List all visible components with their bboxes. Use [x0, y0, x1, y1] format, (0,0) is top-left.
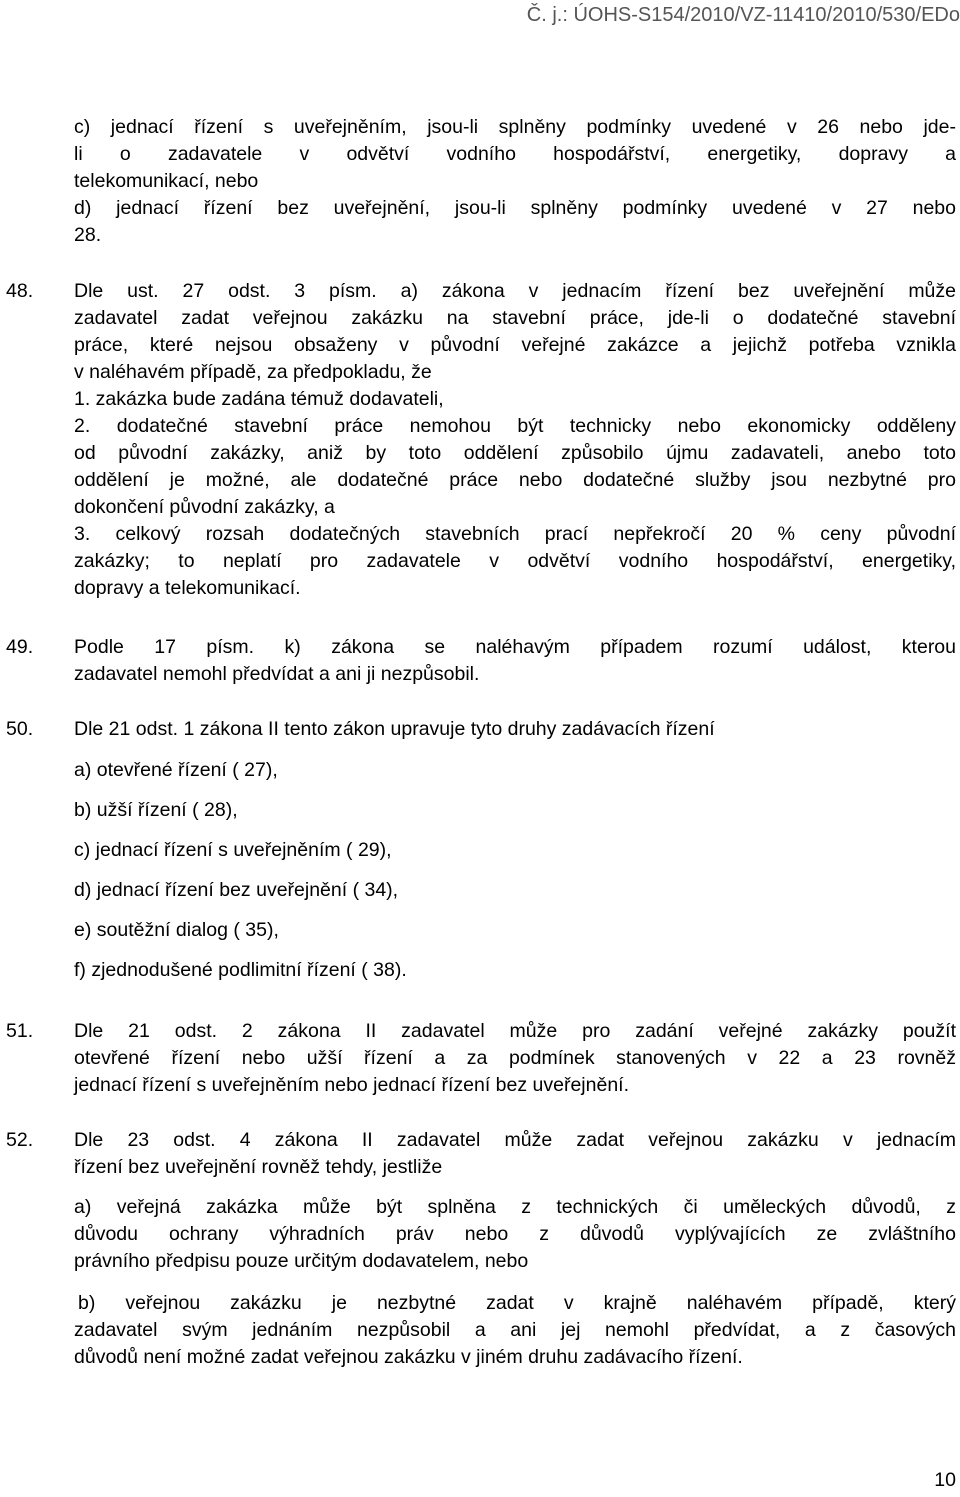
- paragraph-51: [74, 1018, 956, 1099]
- text-line: oddělení je možné, ale dodatečné práce nebo dodatečné služby jsou nezbytné pro: [74, 469, 956, 491]
- text-line: zadavatel nemohl předvídat a ani ji nezpůsobil.: [74, 663, 480, 685]
- text-line: Dle ust. 27 odst. 3 písm. a) zákona v jednacím řízení bez uveřejnění může: [74, 280, 956, 302]
- text-line: d) jednací řízení bez uveřejnění, jsou-li splněny podmínky uvedené v 27 nebo: [74, 197, 956, 219]
- text-line: jednací řízení s uveřejněním nebo jednací řízení bez uveřejnění.: [74, 1074, 629, 1096]
- text-line: a) veřejná zakázka může být splněna z technických či uměleckých důvodů, z: [74, 1196, 956, 1218]
- text-line: zadavatel svým jednáním nezpůsobil a ani jej nemohl předvídat, a z časových: [74, 1319, 956, 1341]
- paragraph-49: [74, 634, 956, 688]
- paragraph-number: 52.: [6, 1129, 34, 1151]
- list-item: f) zjednodušené podlimitní řízení ( 38).: [74, 959, 407, 981]
- text-line: řízení bez uveřejnění rovněž tehdy, jestliže: [74, 1156, 443, 1178]
- text-line: od původní zakázky, aniž by toto oddělení způsobilo újmu zadavateli, anebo toto: [74, 442, 956, 464]
- paragraph-52: [74, 1127, 956, 1181]
- page-number: 10: [934, 1469, 956, 1491]
- text-line: otevřené řízení nebo užší řízení a za podmínek stanovených v 22 a 23 rovněž: [74, 1047, 956, 1069]
- text-line: zakázky; to neplatí pro zadavatele v odvětví vodního hospodářství, energetiky,: [74, 550, 956, 572]
- text-line: Dle 23 odst. 4 zákona II zadavatel může zadat veřejnou zakázku v jednacím: [74, 1129, 956, 1151]
- list-item: a) otevřené řízení ( 27),: [74, 759, 278, 781]
- document-reference-header: Č. j.: ÚOHS-S154/2010/VZ-11410/2010/530/EDo: [526, 4, 960, 26]
- condition-a: [74, 1194, 956, 1275]
- paragraph-number: 49.: [6, 636, 34, 658]
- text-line: dokončení původní zakázky, a: [74, 496, 335, 518]
- text-line: právního předpisu pouze určitým dodavatelem, nebo: [74, 1250, 529, 1272]
- text-line: telekomunikací, nebo: [74, 170, 259, 192]
- text-line: 28.: [74, 224, 102, 246]
- text-line: důvodu ochrany výhradních práv nebo z důvodů vyplývajících ze zvláštního: [74, 1223, 956, 1245]
- condition-b: [74, 1290, 956, 1371]
- list-item: d) jednací řízení bez uveřejnění ( 34),: [74, 879, 399, 901]
- list-item: b) užší řízení ( 28),: [74, 799, 238, 821]
- procedure-list: [74, 757, 956, 984]
- continuation-block: [74, 114, 956, 249]
- text-line: 2. dodatečné stavební práce nemohou být technicky nebo ekonomicky odděleny: [74, 415, 956, 437]
- text-line: 1. zakázka bude zadána témuž dodavateli,: [74, 388, 444, 410]
- paragraph-50: [74, 716, 956, 743]
- text-line: Podle 17 písm. k) zákona se naléhavým případem rozumí událost, kterou: [74, 636, 956, 658]
- text-line: b) veřejnou zakázku je nezbytné zadat v krajně naléhavém případě, který: [78, 1292, 956, 1314]
- text-line: zadavatel zadat veřejnou zakázku na stavební práce, jde-li o dodatečné stavební: [74, 307, 956, 329]
- text-line: Dle 21 odst. 2 zákona II zadavatel může pro zadání veřejné zakázky použít: [74, 1020, 956, 1042]
- paragraph-number: 51.: [6, 1020, 34, 1042]
- text-line: dopravy a telekomunikací.: [74, 577, 301, 599]
- list-item: e) soutěžní dialog ( 35),: [74, 919, 279, 941]
- text-line: důvodů není možné zadat veřejnou zakázku v jiném druhu zadávacího řízení.: [74, 1346, 743, 1368]
- paragraph-48: [74, 278, 956, 602]
- text-line: li o zadavatele v odvětví vodního hospodářství, energetiky, dopravy a: [74, 143, 956, 165]
- text-line: 3. celkový rozsah dodatečných stavebních prací nepřekročí 20 % ceny původní: [74, 523, 956, 545]
- text-line: v naléhavém případě, za předpokladu, že: [74, 361, 432, 383]
- list-item: c) jednací řízení s uveřejněním ( 29),: [74, 839, 392, 861]
- paragraph-number: 50.: [6, 718, 34, 740]
- text-line: Dle 21 odst. 1 zákona II tento zákon upravuje tyto druhy zadávacích řízení: [74, 718, 715, 740]
- paragraph-number: 48.: [6, 280, 34, 302]
- text-line: práce, které nejsou obsaženy v původní veřejné zakázce a jejichž potřeba vznikla: [74, 334, 956, 356]
- text-line: c) jednací řízení s uveřejněním, jsou-li splněny podmínky uvedené v 26 nebo jde-: [74, 116, 956, 138]
